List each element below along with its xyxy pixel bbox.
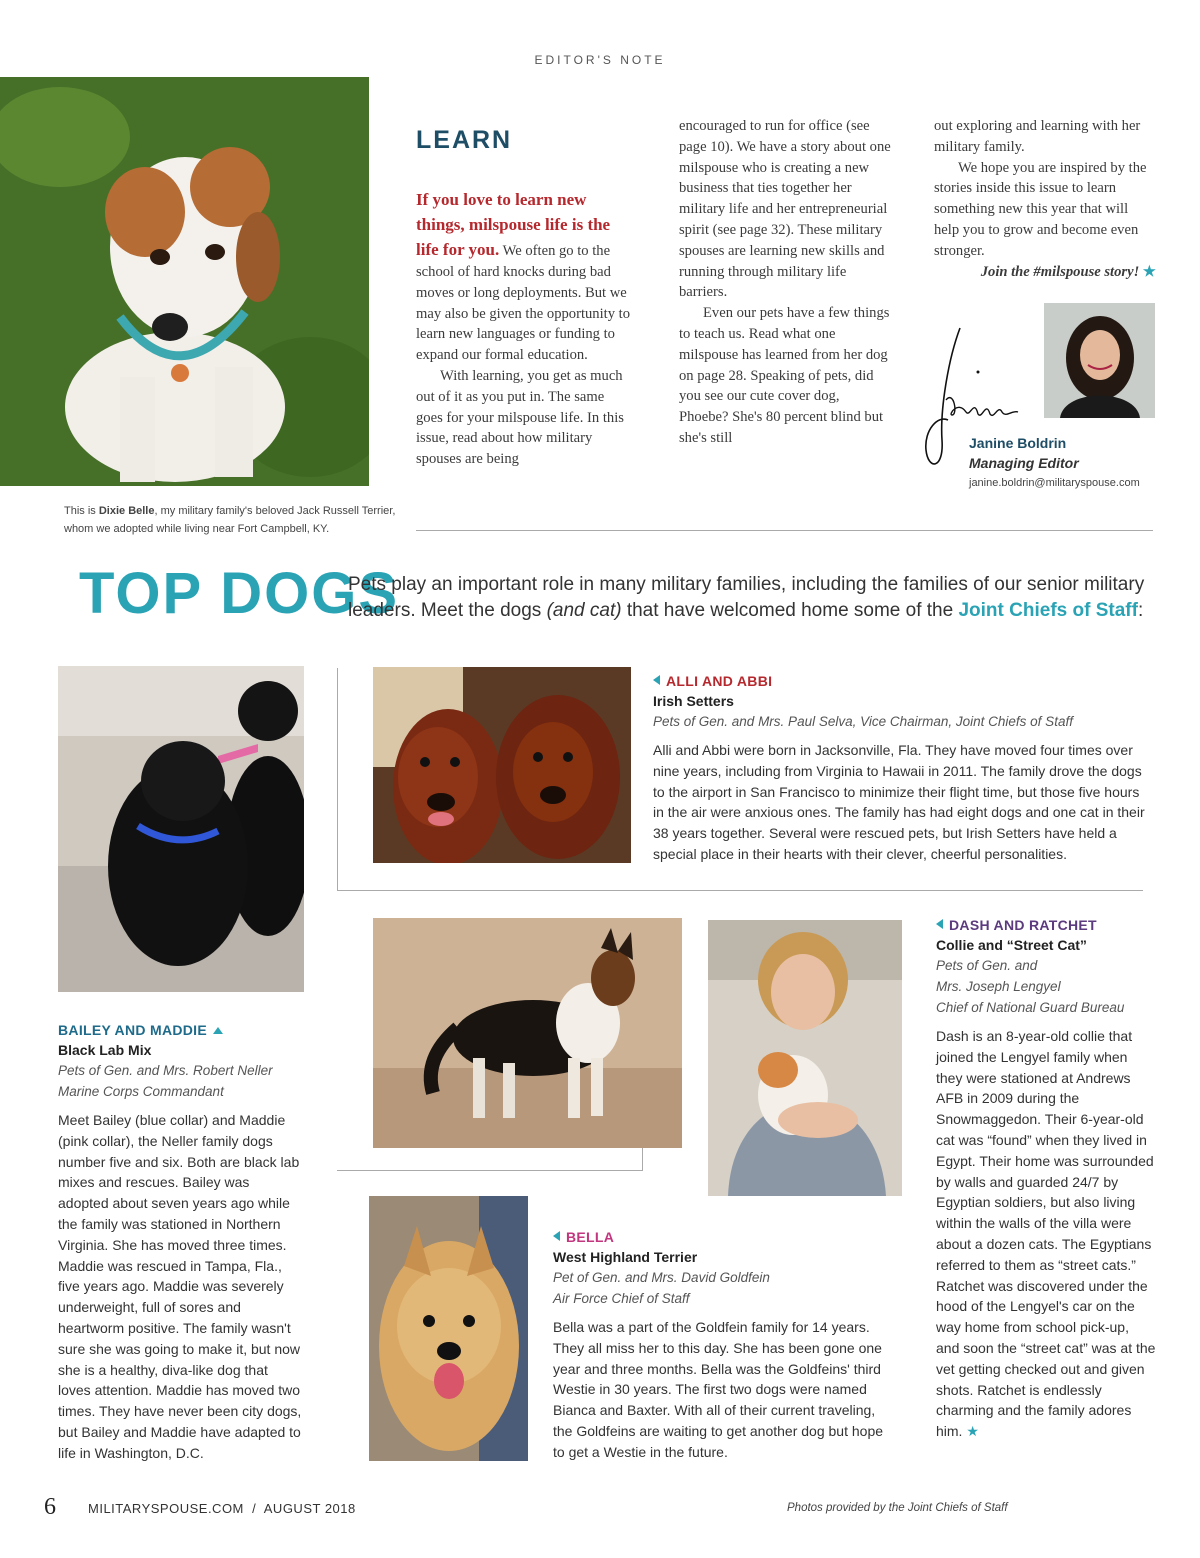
triangle-up-icon (213, 1027, 223, 1034)
pet-block-bella (553, 1229, 883, 1463)
intro-text: (and cat) (546, 600, 622, 621)
intro-text: : (1137, 600, 1144, 621)
section-label: EDITOR'S NOTE (534, 53, 666, 67)
pet-name: BELLA (566, 1229, 615, 1245)
handwritten-signature (918, 320, 1028, 475)
editor-note-column-3 (934, 116, 1156, 282)
dash-collie-photo (373, 918, 682, 1148)
footer-site: MILITARYSPOUSE.COM (88, 1501, 244, 1516)
editor-title: Managing Editor (969, 455, 1079, 471)
caption-dog-name: Dixie Belle (98, 505, 155, 517)
intro-text: that have welcomed home some of the (621, 600, 959, 621)
pet-owner: Pets of Gen. and Mrs. Paul Selva, Vice Chairman, Joint Chiefs of Staff (653, 714, 1073, 729)
footer-publication (88, 1501, 356, 1516)
layout-divider (337, 668, 338, 890)
triangle-left-icon (553, 1231, 560, 1241)
pet-block-dash (936, 917, 1156, 1442)
pet-owner-role: Air Force Chief of Staff (553, 1291, 690, 1306)
dixie-caption (64, 502, 409, 538)
alli-abbi-photo (373, 667, 631, 863)
pet-owner: Pets of Gen. and (936, 958, 1038, 973)
pet-owner: Pets of Gen. and Mrs. Robert Neller (58, 1063, 273, 1078)
editor-headshot-photo (1044, 303, 1155, 418)
caption-text: , my military family's beloved Jack Russell Terrier, whom we adopted while living near Fort Campbell, KY. (64, 505, 396, 535)
pet-story: Alli and Abbi were born in Jacksonville, Fla. They have moved four times over nine years, including from Virginia to Hawaii in 2011. The family drove the dogs to the airport in San Francisco to minimize their flight time, but those five hours in the air were anxious ones. The family has had eight dogs and one cat in their 38 years together. Several were rescued pets, but Irish Setters have held a special place in their hearts with their clever, cheerful personalities. (653, 742, 1145, 862)
editor-note-title: LEARN (416, 126, 513, 154)
caption-text: This is (64, 505, 99, 517)
top-dogs-intro (348, 572, 1163, 624)
pet-breed: Irish Setters (653, 693, 734, 709)
pet-owner-role: Marine Corps Commandant (58, 1084, 224, 1099)
footer-separator: / (252, 1501, 257, 1516)
editor-note-column-2 (679, 116, 891, 449)
pet-owner: Mrs. Joseph Lengyel (936, 979, 1061, 994)
pet-story: Dash is an 8-year-old collie that joined the Lengyel family when they were stationed at Andrews AFB in 2009 during the Snowmaggedon. Their 6-year-old cat was “found” when they lived in Egypt. Their home was surrounded by walls and guarded 24/7 by Egyptian soldiers, but also living within the walls of the villa were about a dozen cats. The Egyptians referred to them as “street cats.” Ratchet was discovered under the hood of the Lengyel's car on the way home from school pick-up, and soon the “street cat” was at the vet getting checked out and given shots. Ratchet is endlessly charming and the family adores him. (936, 1028, 1156, 1440)
pet-breed: Collie and “Street Cat” (936, 937, 1087, 953)
pet-breed: Black Lab Mix (58, 1042, 152, 1058)
triangle-left-icon (936, 919, 943, 929)
editor-note-text: Even our pets have a few things to teach us. Read what one milspouse has learned from her dog on page 28. Speaking of pets, did you see our cute cover dog, Phoebe? She's 80 percent blind but she's still (679, 305, 890, 446)
intro-text: Pets play an important role in many military families, including the families of our senior military leaders. Meet the dogs (348, 574, 1145, 621)
layout-divider (337, 890, 1143, 891)
star-icon: ★ (966, 1423, 979, 1440)
dixie-belle-photo (0, 77, 369, 486)
top-dogs-title: TOP DOGS (79, 561, 400, 626)
layout-divider (337, 1170, 643, 1171)
pet-story: Meet Bailey (blue collar) and Maddie (pink collar), the Neller family dogs number five and six. Both are black lab mixes and rescues. Bailey was adopted about seven years ago while the family was stationed in Northern Virginia. She has moved three times. Maddie was rescued in Tampa, Fla., five years ago. Maddie was severely underweight, full of sores and heartworm positive. The family wasn't sure she was going to make it, but now she is a healthy, diva-like dog that loves attention. Maddie has moved two times. They have never been city dogs, but Bailey and Maddie have adapted to life in Washington, D.C. (58, 1112, 302, 1461)
pet-story: Bella was a part of the Goldfein family for 14 years. They all miss her to this day. She has been gone one year and three months. Bella was the Goldfeins' third Westie in 30 years. The first two dogs were named Bianca and Baxter. With all of their current traveling, the Goldfeins are waiting to get another dog but hope to get a Westie in the future. (553, 1319, 884, 1460)
pet-block-bailey (58, 1022, 303, 1464)
pet-name: DASH AND RATCHET (949, 917, 1097, 933)
star-icon: ★ (1142, 263, 1156, 280)
editor-name: Janine Boldrin (969, 435, 1067, 451)
footer-issue: AUGUST 2018 (263, 1501, 356, 1516)
intro-highlight: Joint Chiefs of Staff (958, 600, 1138, 621)
editor-note-text: out exploring and learning with her military family. (934, 118, 1141, 155)
editor-note-text: With learning, you get as much out of it as you put in. The same goes for your milspouse life. In this issue, read about how military spouses are being (416, 367, 624, 468)
editor-note-column-1 (416, 187, 631, 470)
editor-note-closing: Join the #milspouse story! (980, 263, 1140, 280)
pet-owner: Pet of Gen. and Mrs. David Goldfein (553, 1270, 770, 1285)
bella-westie-photo (369, 1196, 528, 1461)
pet-name: BAILEY AND MADDIE (58, 1022, 207, 1038)
editor-email: janine.boldrin@militaryspouse.com (969, 477, 1140, 489)
pet-owner-role: Chief of National Guard Bureau (936, 1000, 1125, 1015)
bailey-maddie-photo (58, 666, 304, 992)
section-divider (416, 530, 1153, 531)
pet-breed: West Highland Terrier (553, 1249, 698, 1265)
pet-block-alli (653, 673, 1153, 865)
triangle-left-icon (653, 675, 660, 685)
editor-note-text: We often go to the school of hard knocks during bad moves or long deployments. But we may also be given the opportunity to learn new languages or funding to expand our formal education. (416, 243, 631, 364)
page-number: 6 (44, 1494, 56, 1520)
editor-note-text: encouraged to run for office (see page 10). We have a story about one milspouse who is creating a new business that ties together her military life and her entrepreneurial spirit (see page 32). These military spouses are learning new skills and running through military life barriers. (679, 118, 891, 301)
editor-note-text: We hope you are inspired by the stories inside this issue to learn something new this year that will help you to grow and become even stronger. (934, 159, 1147, 259)
photo-credit: Photos provided by the Joint Chiefs of Staff (787, 1502, 1008, 1514)
pet-name: ALLI AND ABBI (666, 673, 773, 689)
ratchet-cat-photo (708, 920, 902, 1196)
editor-note-lead: If you love to learn new things, milspouse life is the life for you. (416, 190, 611, 259)
